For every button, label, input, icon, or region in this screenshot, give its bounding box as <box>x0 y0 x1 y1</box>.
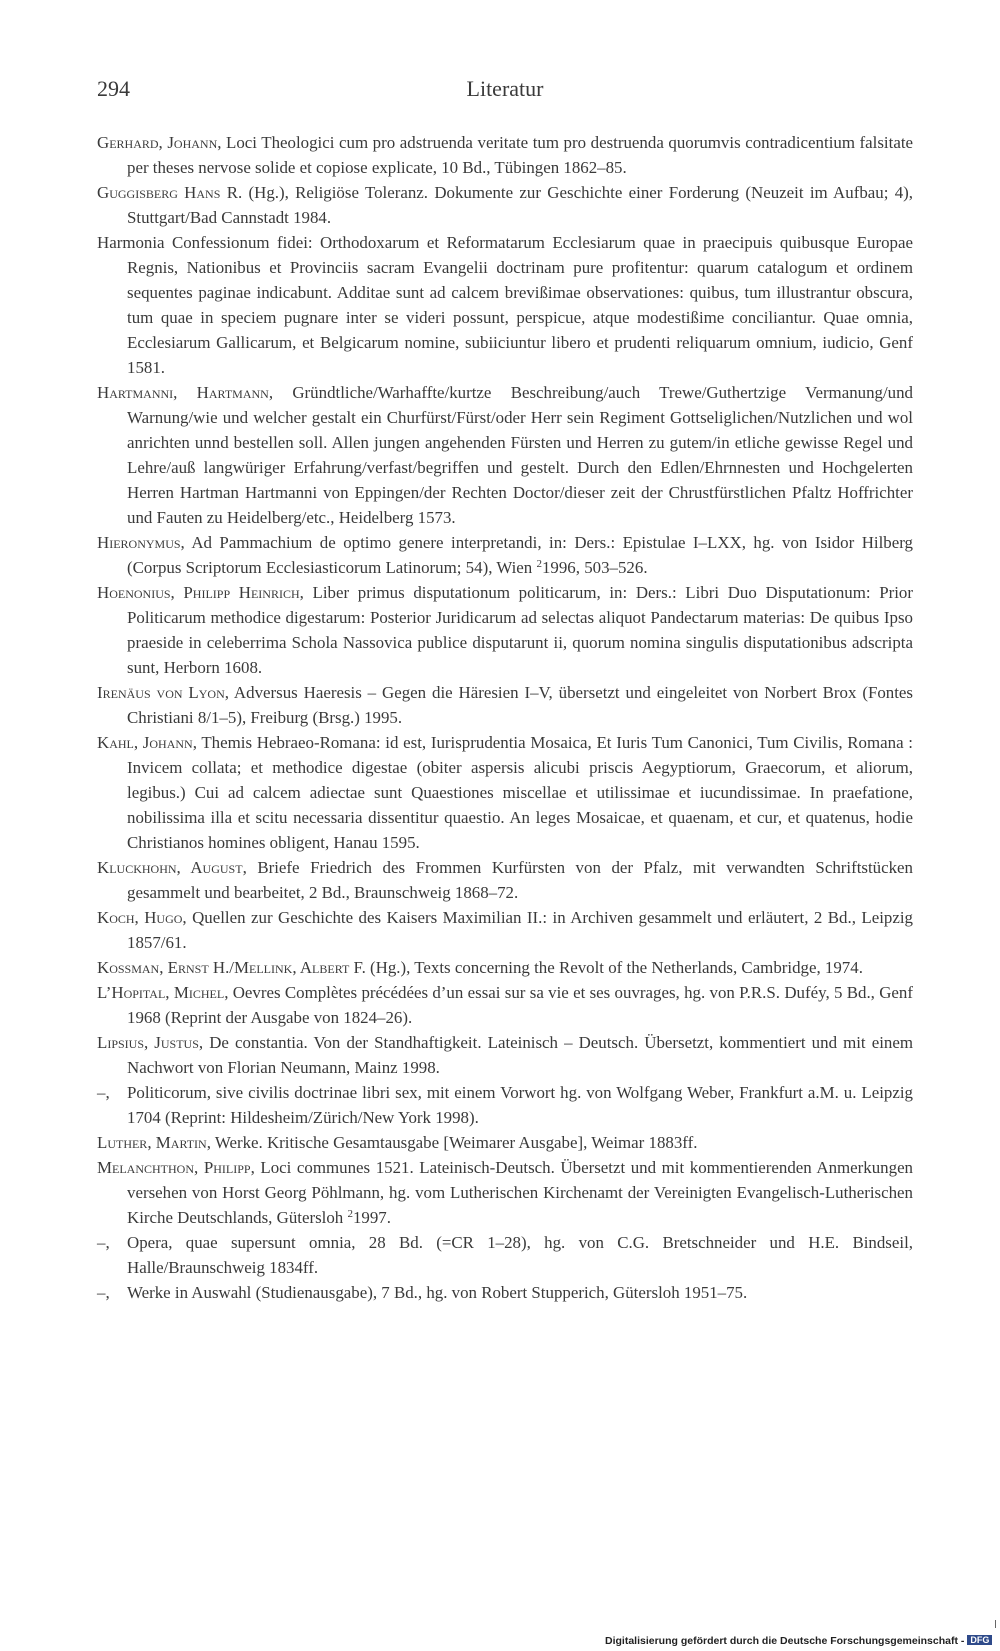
digitization-credit <box>605 1635 992 1647</box>
bibliography-entry <box>97 130 913 180</box>
entry-author: Hoenonius, Philipp Heinrich <box>97 583 300 602</box>
dfg-logo: DFG <box>967 1635 992 1645</box>
bibliography-entry <box>97 1230 913 1280</box>
bibliography-entry <box>97 230 913 380</box>
entry-text: , Adversus Haeresis – Gegen die Häresien I–V, übersetzt und eingeleitet von Norbert Brox (Fontes Christiani 8/1–5), Freiburg (Brsg.) 1995. <box>127 683 914 727</box>
credit-text: Digitalisierung gefördert durch die Deutsche Forschungsgemeinschaft - <box>605 1635 965 1647</box>
running-head: Literatur <box>466 76 544 101</box>
entry-text: , De constantia. Von der Standhaftigkeit. Lateinisch – Deutsch. Übersetzt, kommentiert und mit einem Nachwort von Florian Neumann, Mainz 1998. <box>127 1033 913 1077</box>
bibliography-entry <box>97 1130 913 1155</box>
bibliography-entry <box>97 530 913 580</box>
entry-text: Opera, quae supersunt omnia, 28 Bd. (=CR 1–28), hg. von C.G. Bretschneider und H.E. Bindseil, Halle/Braunschweig 1834ff. <box>127 1233 913 1277</box>
entry-author: Hartmanni, Hartmann <box>97 383 269 402</box>
entry-text-continued: 1996, 503–526. <box>541 558 648 577</box>
bibliography-entry <box>97 1155 913 1230</box>
entry-author: Luther, Martin <box>97 1133 207 1152</box>
bibliography-entry <box>97 980 913 1030</box>
entry-author: Kahl, Johann <box>97 733 193 752</box>
scan-edge-mark <box>995 1620 996 1628</box>
entry-text: , Gründtliche/Warhaffte/kurtze Beschreibung/auch Trewe/Guthertzige Vermanung/und Warnung/wie und welcher gestalt ein Churfürst/Fürst/oder Herr sein Regiment Gottseliglichen/Nutzlichen und wol anrichten unnd bestellen soll. Allen jungen angehenden Fürsten und Herren zu gutem/in etliche gewisse Regel und Lehre/auß langwüriger Erfahrung/verfast/begriffen und gestelt. Durch den Edlen/Ehrnnesten und Hochgelerten Herren Hartman Hartmanni von Eppingen/der Rechten Doctor/dieser zeit der Chrustfürstlichen Pfaltz Hoffrichter und Fauten zu Heidelberg/etc., Heidelberg 1573. <box>127 383 914 527</box>
bibliography-entry <box>97 1030 913 1080</box>
bibliography-entry <box>97 1080 913 1130</box>
entry-author: Irenäus von Lyon <box>97 683 225 702</box>
entry-text: , Quellen zur Geschichte des Kaisers Maximilian II.: in Archiven gesammelt und erläutert, 2 Bd., Leipzig 1857/61. <box>127 908 913 952</box>
entry-text: Politicorum, sive civilis doctrinae libri sex, mit einem Vorwort hg. von Wolfgang Weber, Frankfurt a.M. u. Leipzig 1704 (Reprint: Hildesheim/Zürich/New York 1998). <box>127 1083 913 1127</box>
entry-text: , Loci Theologici cum pro adstruenda veritate tum pro destruenda quorumvis contradicentium falsitate per theses nervose solide et copiose explicate, 10 Bd., Tübingen 1862–85. <box>127 133 914 177</box>
bibliography-list <box>97 130 913 1305</box>
ditto-dash: –, <box>97 1083 110 1102</box>
bibliography-entry <box>97 855 913 905</box>
bibliography-entry <box>97 680 913 730</box>
bibliography-entry <box>97 1280 913 1305</box>
bibliography-entry <box>97 955 913 980</box>
entry-text: Werke in Auswahl (Studienausgabe), 7 Bd., hg. von Robert Stupperich, Gütersloh 1951–75. <box>127 1283 748 1302</box>
entry-author: Lipsius, Justus <box>97 1033 199 1052</box>
entry-text: , Oevres Complètes précédées d’un essai sur sa vie et ses ouvrages, hg. von P.R.S. Duféy, 5 Bd., Genf 1968 (Reprint der Ausgabe von 1824–26). <box>127 983 913 1027</box>
edition-superscript: 2 <box>536 558 542 570</box>
page-header <box>97 76 913 108</box>
entry-text-continued: 1997. <box>352 1208 391 1227</box>
entry-text: , Briefe Friedrich des Frommen Kurfürsten von der Pfalz, mit verwandten Schriftstücken gesammelt und bearbeitet, 2 Bd., Braunschweig 1868–72. <box>127 858 913 902</box>
ditto-dash: –, <box>97 1233 110 1252</box>
entry-author: Melanchthon, Philipp <box>97 1158 251 1177</box>
bibliography-entry <box>97 730 913 855</box>
entry-text: , Ad Pammachium de optimo genere interpretandi, in: Ders.: Epistulae I–LXX, hg. von Isidor Hilberg (Corpus Scriptorum Ecclesiasticorum Latinorum; 54), Wien <box>127 533 913 577</box>
entry-author: Kossman, Ernst H./Mellink, Albert <box>97 958 350 977</box>
entry-author: Guggisberg Hans R. <box>97 183 243 202</box>
entry-author: Hieronymus <box>97 533 181 552</box>
edition-superscript: 2 <box>347 1208 353 1220</box>
entry-text: , Liber primus disputationum politicarum, in: Ders.: Libri Duo Disputationum: Prior Politicarum methodice digestarum: Posterior Juridicarum ad selectas aliquot Pandectarum materias: De quibus Ipso praeside in celeberrima Schola Nassovica publice disputarunt ii, quorum nomina singulis disputationibus adscripta sunt, Herborn 1608. <box>127 583 914 677</box>
entry-text: F. (Hg.), Texts concerning the Revolt of the Netherlands, Cambridge, 1974. <box>349 958 863 977</box>
ditto-dash: –, <box>97 1283 110 1302</box>
entry-author: L’Hopital, Michel <box>97 983 225 1002</box>
entry-text: , Werke. Kritische Gesamtausgabe [Weimarer Ausgabe], Weimar 1883ff. <box>206 1133 698 1152</box>
entry-text: (Hg.), Religiöse Toleranz. Dokumente zur Geschichte einer Forderung (Neuzeit im Aufbau; 4), Stuttgart/Bad Cannstadt 1984. <box>127 183 913 227</box>
entry-text: , Loci communes 1521. Lateinisch-Deutsch. Übersetzt und mit kommentierenden Anmerkungen versehen von Horst Georg Pöhlmann, hg. vom Lutherischen Kirchenamt der Vereinigten Evangelisch-Lutherischen Kirche Deutschlands, Gütersloh <box>127 1158 914 1227</box>
entry-text: , Themis Hebraeo-Romana: id est, Iurisprudentia Mosaica, Et Iuris Tum Canonici, Tum Civilis, Romana : Invicem collata; et methodice digestae (obiter aspersis alicubi priscis Aegyptiorum, Graecorum, et aliorum, legibus.) Cui ad calcem adiectae sunt Quaestiones miscellae et utilissimae et iucundissimae. In praefatione, nobilissima illa et scitu necessaria dissentitur quaestio. An leges Mosaicae, et quaenam, et cur, et quatenus, hodie Christianos homines obligent, Hanau 1595. <box>127 733 913 852</box>
bibliography-entry <box>97 380 913 530</box>
page-number: 294 <box>97 76 130 101</box>
bibliography-entry <box>97 580 913 680</box>
entry-author: Kluckhohn, August <box>97 858 243 877</box>
bibliography-entry <box>97 180 913 230</box>
entry-text: Harmonia Confessionum fidei: Orthodoxarum et Reformatarum Ecclesiarum quae in praecipuis quibusque Europae Regnis, Nationibus et Provinciis sacram Evangelii doctrinam pure profitentur: quarum catalogum et ordinem sequentes paginae indicabunt. Additae sunt ad calcem brevißimae observationes: quibus, tum illustrantur obscura, tum quae in speciem pugnare inter se videri possunt, perspicue, atque modestißime conciliantur. Quae omnia, Ecclesiarum Gallicarum, et Belgicarum nomine, subiiciuntur libero et prudenti reliquarum omnium, iudicio, Genf 1581. <box>97 233 913 377</box>
bibliography-entry <box>97 905 913 955</box>
entry-author: Gerhard, Johann <box>97 133 218 152</box>
entry-author: Koch, Hugo <box>97 908 183 927</box>
